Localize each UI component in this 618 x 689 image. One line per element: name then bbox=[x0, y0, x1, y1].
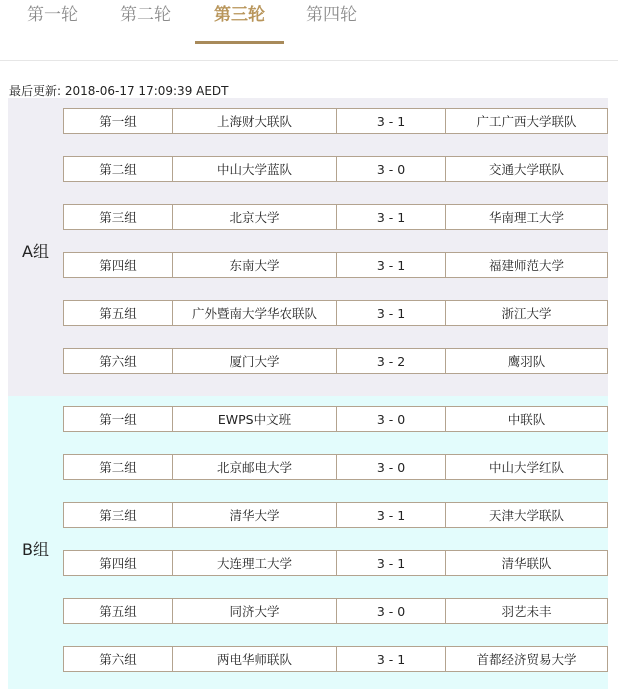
match-score: 3 - 0 bbox=[337, 599, 446, 623]
match-slot: 第六组 bbox=[64, 349, 173, 373]
match-team-2: 羽艺未丰 bbox=[501, 604, 552, 619]
match-slot: 第四组 bbox=[64, 253, 173, 277]
tab-round-2[interactable]: 第二轮 bbox=[120, 5, 171, 25]
match-slot: 第二组 bbox=[64, 157, 173, 181]
match-team-2: 交通大学联队 bbox=[488, 162, 564, 177]
match-team-1: 上海财大联队 bbox=[173, 109, 337, 133]
match-slot: 第三组 bbox=[64, 503, 173, 527]
match-team-1: EWPS中文班 bbox=[173, 407, 337, 431]
match-team-2: 华南理工大学 bbox=[488, 210, 564, 225]
tab-round-3[interactable]: 第三轮 bbox=[214, 5, 265, 25]
match-team-2: 首都经济贸易大学 bbox=[476, 652, 577, 667]
match-score: 3 - 0 bbox=[337, 455, 446, 479]
match-score: 3 - 0 bbox=[337, 407, 446, 431]
match-score: 3 - 1 bbox=[337, 647, 446, 671]
match-row bbox=[63, 454, 608, 480]
group-b-section bbox=[8, 396, 608, 689]
match-row bbox=[63, 108, 608, 134]
match-team-1: 中山大学蓝队 bbox=[173, 157, 337, 181]
last-updated bbox=[9, 82, 229, 99]
match-row bbox=[63, 300, 608, 326]
match-row bbox=[63, 348, 608, 374]
last-updated-value: 2018-06-17 17:09:39 AEDT bbox=[64, 84, 229, 98]
active-tab-indicator bbox=[195, 41, 284, 44]
match-slot: 第五组 bbox=[64, 599, 173, 623]
match-score: 3 - 1 bbox=[337, 551, 446, 575]
last-updated-label: 最后更新: bbox=[9, 84, 62, 98]
match-row bbox=[63, 598, 608, 624]
match-team-2: 福建师范大学 bbox=[488, 258, 564, 273]
round-tabs bbox=[0, 0, 618, 61]
match-team-1: 厦门大学 bbox=[173, 349, 337, 373]
match-team-2: 鹰羽队 bbox=[507, 354, 546, 369]
match-score: 3 - 1 bbox=[337, 503, 446, 527]
match-score: 3 - 1 bbox=[337, 301, 446, 325]
match-row bbox=[63, 204, 608, 230]
match-slot: 第四组 bbox=[64, 551, 173, 575]
match-slot: 第五组 bbox=[64, 301, 173, 325]
match-team-1: 两电华师联队 bbox=[173, 647, 337, 671]
match-team-1: 东南大学 bbox=[173, 253, 337, 277]
match-team-2: 清华联队 bbox=[501, 556, 552, 571]
group-label: A组 bbox=[22, 242, 49, 261]
match-row bbox=[63, 646, 608, 672]
tab-round-1[interactable]: 第一轮 bbox=[27, 5, 78, 25]
match-row bbox=[63, 550, 608, 576]
match-row bbox=[63, 502, 608, 528]
match-score: 3 - 0 bbox=[337, 157, 446, 181]
group-label: B组 bbox=[22, 540, 49, 559]
match-team-2: 中山大学红队 bbox=[488, 460, 564, 475]
match-score: 3 - 2 bbox=[337, 349, 446, 373]
match-team-1: 北京邮电大学 bbox=[173, 455, 337, 479]
match-slot: 第一组 bbox=[64, 407, 173, 431]
match-team-1: 大连理工大学 bbox=[173, 551, 337, 575]
match-team-1: 广外暨南大学华农联队 bbox=[173, 301, 337, 325]
match-slot: 第二组 bbox=[64, 455, 173, 479]
group-a-section bbox=[8, 98, 608, 396]
match-score: 3 - 1 bbox=[337, 253, 446, 277]
match-row bbox=[63, 156, 608, 182]
match-team-2: 天津大学联队 bbox=[488, 508, 564, 523]
match-team-2: 广工广西大学联队 bbox=[476, 114, 577, 129]
match-team-1: 清华大学 bbox=[173, 503, 337, 527]
match-score: 3 - 1 bbox=[337, 109, 446, 133]
match-slot: 第三组 bbox=[64, 205, 173, 229]
tab-round-4[interactable]: 第四轮 bbox=[306, 5, 357, 25]
match-slot: 第一组 bbox=[64, 109, 173, 133]
match-team-1: 同济大学 bbox=[173, 599, 337, 623]
match-slot: 第六组 bbox=[64, 647, 173, 671]
match-row bbox=[63, 252, 608, 278]
match-team-1: 北京大学 bbox=[173, 205, 337, 229]
match-team-2: 中联队 bbox=[507, 412, 546, 427]
match-team-2: 浙江大学 bbox=[501, 306, 552, 321]
match-score: 3 - 1 bbox=[337, 205, 446, 229]
match-row bbox=[63, 406, 608, 432]
